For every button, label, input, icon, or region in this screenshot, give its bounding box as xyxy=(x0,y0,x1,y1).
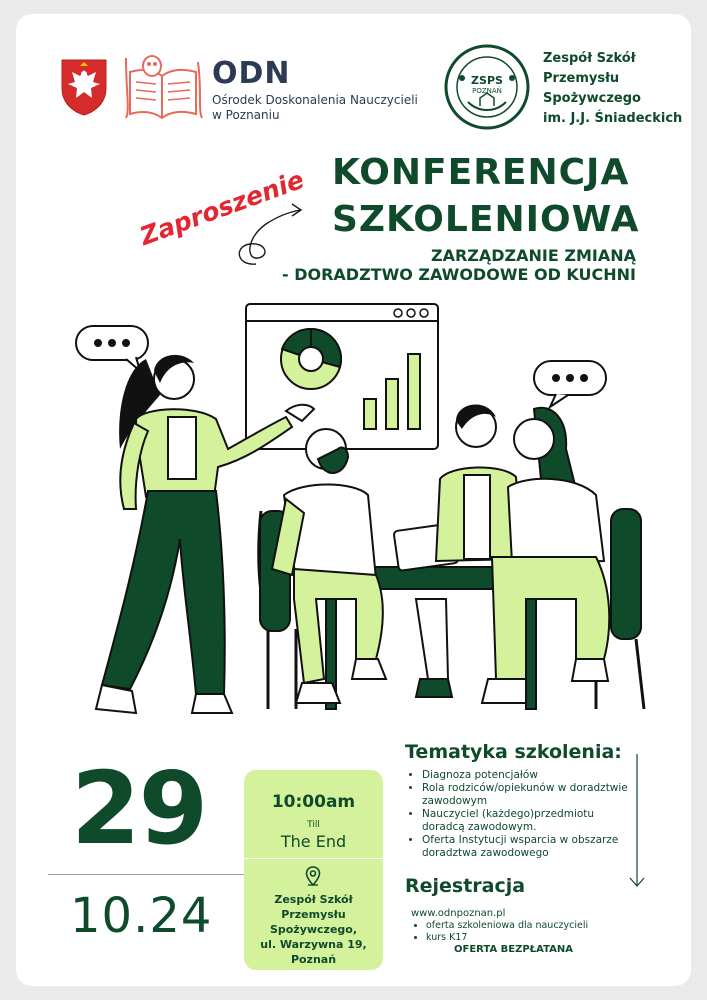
title-line-1: KONFERENCJA xyxy=(332,152,630,193)
speech-bubble-icon-left xyxy=(76,326,148,371)
free-offer-label: OFERTA BEZPŁATANA xyxy=(454,944,573,955)
title-line-2: SZKOLENIOWA xyxy=(332,199,640,240)
odn-acronym: ODN xyxy=(212,56,291,91)
event-month-year: 10.24 xyxy=(70,888,213,944)
coat-of-arms-logo xyxy=(60,58,108,116)
topics-title: Tematyka szkolenia: xyxy=(405,741,622,763)
topic-item: • Rola rodziców/opiekunów w doradztwie zawodowym xyxy=(422,782,632,808)
registration-item: • kurs K17 xyxy=(426,932,646,944)
registration-title: Rejestracja xyxy=(405,875,526,897)
start-time: 10:00am xyxy=(271,792,356,812)
registration-item: • oferta szkoleniowa dla nauczycieli xyxy=(426,920,646,932)
subtitle-line-1: ZARZĄDZANIE ZMIANĄ xyxy=(430,246,636,265)
odn-full-name xyxy=(212,93,418,123)
box-divider xyxy=(244,858,383,859)
end-time: The End xyxy=(280,832,347,851)
subtitle-line-2: - DORADZTWO ZAWODOWE OD KUCHNI xyxy=(282,265,636,284)
seal-city: POZNAŃ xyxy=(472,87,502,95)
curly-arrow-icon xyxy=(216,194,316,274)
topic-item: • Nauczyciel (każdego)przedmiotu doradcą zawodowym. xyxy=(422,808,632,834)
team-meeting-illustration xyxy=(56,299,656,719)
address-line-5: Poznań xyxy=(290,953,337,966)
down-arrow-icon xyxy=(628,754,646,890)
date-divider xyxy=(48,874,260,875)
topics-list xyxy=(410,769,632,860)
invitation-label: Zaproszenie xyxy=(136,164,308,251)
odn-name-line-2: w Poznaniu xyxy=(212,108,280,122)
invitation-card xyxy=(16,14,691,986)
zsps-name-line-4: im. J.J. Śniadeckich xyxy=(543,111,683,126)
odn-name-line-1: Ośrodek Doskonalenia Nauczycieli xyxy=(212,93,418,107)
event-address xyxy=(244,892,383,967)
registration-list xyxy=(414,920,646,944)
location-pin-icon xyxy=(305,866,321,886)
address-line-3: Spożywczego, xyxy=(269,923,358,936)
zsps-school-name xyxy=(543,49,682,129)
topic-item: • Diagnoza potencjałów xyxy=(422,769,632,782)
zsps-seal-logo xyxy=(444,44,530,130)
zsps-name-line-1: Zespół Szkół xyxy=(543,51,636,66)
speech-bubble-icon-right xyxy=(534,361,606,407)
odn-book-owl-icon xyxy=(120,52,204,122)
registration-website[interactable]: www.odnpoznan.pl xyxy=(411,908,506,919)
time-location-box xyxy=(244,770,383,970)
zsps-name-line-2: Przemysłu xyxy=(543,71,620,86)
address-line-2: Przemysłu xyxy=(281,908,346,921)
zsps-name-line-3: Spożywczego xyxy=(543,91,641,106)
event-day: 29 xyxy=(71,750,207,867)
topic-item: • Oferta Instytucji wsparcia w obszarze doradztwa zawodowego xyxy=(422,834,632,860)
seal-acronym: ZSPS xyxy=(471,74,503,87)
address-line-1: Zespół Szkół xyxy=(274,893,353,906)
till-label: Till xyxy=(307,820,320,830)
address-line-4: ul. Warzywna 19, xyxy=(260,938,367,951)
